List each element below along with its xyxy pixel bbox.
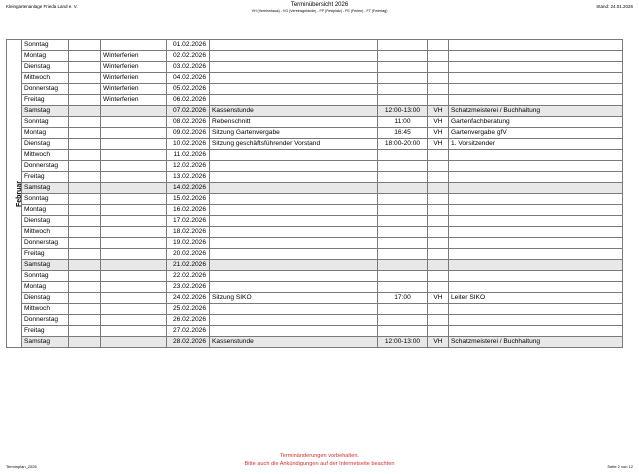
weekday-cell: Sonntag — [22, 271, 69, 282]
blank-cell — [69, 337, 101, 348]
date-cell: 05.02.2026 — [167, 84, 210, 95]
date-cell: 23.02.2026 — [167, 282, 210, 293]
blank-cell — [69, 205, 101, 216]
blank-cell — [69, 62, 101, 73]
date-cell: 24.02.2026 — [167, 293, 210, 304]
time-cell — [378, 51, 428, 62]
blank-cell — [69, 282, 101, 293]
date-cell: 04.02.2026 — [167, 73, 210, 84]
calendar-table — [6, 39, 623, 348]
time-cell — [378, 271, 428, 282]
event-cell — [210, 40, 378, 51]
table-row — [7, 106, 623, 117]
responsible-cell: Schatzmeisterei / Buchhaltung — [449, 106, 623, 117]
weekday-cell: Samstag — [22, 337, 69, 348]
month-label: Februar — [16, 180, 24, 207]
location-cell: VH — [428, 117, 449, 128]
blank-cell — [69, 161, 101, 172]
table-row — [7, 139, 623, 150]
date-cell: 10.02.2026 — [167, 139, 210, 150]
table-row — [7, 271, 623, 282]
event-cell: Sitzung geschäftsführender Vorstand — [210, 139, 378, 150]
blank-cell — [69, 95, 101, 106]
date-cell: 11.02.2026 — [167, 150, 210, 161]
weekday-cell: Freitag — [22, 172, 69, 183]
table-row — [7, 161, 623, 172]
blank-cell — [69, 172, 101, 183]
table-row — [7, 172, 623, 183]
footer-notice — [0, 452, 639, 468]
weekday-cell: Montag — [22, 128, 69, 139]
weekday-cell: Montag — [22, 282, 69, 293]
responsible-cell — [449, 161, 623, 172]
holiday-cell — [101, 282, 167, 293]
weekday-cell: Donnerstag — [22, 84, 69, 95]
location-cell — [428, 161, 449, 172]
location-cell — [428, 304, 449, 315]
blank-cell — [69, 73, 101, 84]
time-cell: 12:00-13:00 — [378, 337, 428, 348]
responsible-cell — [449, 238, 623, 249]
table-row — [7, 315, 623, 326]
holiday-cell — [101, 139, 167, 150]
blank-cell — [69, 304, 101, 315]
location-cell — [428, 84, 449, 95]
weekday-cell: Montag — [22, 51, 69, 62]
location-cell: VH — [428, 139, 449, 150]
weekday-cell: Mittwoch — [22, 150, 69, 161]
holiday-cell — [101, 238, 167, 249]
footer-filename: Terminplan_2026 — [6, 464, 37, 469]
holiday-cell — [101, 40, 167, 51]
location-cell: VH — [428, 337, 449, 348]
date-cell: 21.02.2026 — [167, 260, 210, 271]
responsible-cell: 1. Vorsitzender — [449, 139, 623, 150]
holiday-cell — [101, 326, 167, 337]
location-cell — [428, 51, 449, 62]
date-cell: 20.02.2026 — [167, 249, 210, 260]
time-cell — [378, 194, 428, 205]
weekday-cell: Samstag — [22, 183, 69, 194]
event-cell — [210, 95, 378, 106]
weekday-cell: Donnerstag — [22, 315, 69, 326]
table-row — [7, 260, 623, 271]
blank-cell — [69, 139, 101, 150]
responsible-cell — [449, 51, 623, 62]
date-cell: 19.02.2026 — [167, 238, 210, 249]
holiday-cell — [101, 249, 167, 260]
holiday-cell — [101, 293, 167, 304]
date-cell: 02.02.2026 — [167, 51, 210, 62]
footer-page-number: Seite 2 von 12 — [607, 464, 633, 469]
time-cell: 12:00-13:00 — [378, 106, 428, 117]
weekday-cell: Donnerstag — [22, 238, 69, 249]
blank-cell — [69, 128, 101, 139]
blank-cell — [69, 216, 101, 227]
weekday-cell: Sonntag — [22, 194, 69, 205]
responsible-cell — [449, 62, 623, 73]
responsible-cell — [449, 326, 623, 337]
event-cell: Kassenstunde — [210, 337, 378, 348]
event-cell — [210, 315, 378, 326]
holiday-cell: Winterferien — [101, 73, 167, 84]
responsible-cell: Leiter SIKO — [449, 293, 623, 304]
weekday-cell: Sonntag — [22, 117, 69, 128]
footer-line-2: Bitte auch die Ankündigungen auf der Internetseite beachten — [244, 461, 395, 467]
org-name: Kleingartenanlage Frieda Land e. V. — [6, 4, 78, 9]
responsible-cell: Schatzmeisterei / Buchhaltung — [449, 337, 623, 348]
table-row — [7, 337, 623, 348]
location-cell: VH — [428, 106, 449, 117]
holiday-cell: Winterferien — [101, 51, 167, 62]
location-cell — [428, 172, 449, 183]
table-row — [7, 282, 623, 293]
blank-cell — [69, 249, 101, 260]
table-row — [7, 227, 623, 238]
time-cell — [378, 150, 428, 161]
date-cell: 17.02.2026 — [167, 216, 210, 227]
table-row — [7, 249, 623, 260]
event-cell: Sitzung Gartenvergabe — [210, 128, 378, 139]
weekday-cell: Dienstag — [22, 293, 69, 304]
event-cell: Kassenstunde — [210, 106, 378, 117]
table-row — [7, 62, 623, 73]
date-cell: 27.02.2026 — [167, 326, 210, 337]
time-cell — [378, 315, 428, 326]
location-cell — [428, 238, 449, 249]
event-cell — [210, 84, 378, 95]
holiday-cell — [101, 337, 167, 348]
holiday-cell — [101, 205, 167, 216]
event-cell: Sitzung SIKO — [210, 293, 378, 304]
blank-cell — [69, 183, 101, 194]
event-cell: Rebenschnitt — [210, 117, 378, 128]
blank-cell — [69, 194, 101, 205]
event-cell — [210, 260, 378, 271]
table-row — [7, 183, 623, 194]
responsible-cell — [449, 249, 623, 260]
weekday-cell: Montag — [22, 205, 69, 216]
weekday-cell: Freitag — [22, 326, 69, 337]
weekday-cell: Dienstag — [22, 62, 69, 73]
weekday-cell: Dienstag — [22, 139, 69, 150]
location-cell — [428, 150, 449, 161]
responsible-cell — [449, 84, 623, 95]
holiday-cell — [101, 194, 167, 205]
time-cell — [378, 260, 428, 271]
date-cell: 08.02.2026 — [167, 117, 210, 128]
time-cell — [378, 249, 428, 260]
blank-cell — [69, 326, 101, 337]
date-cell: 12.02.2026 — [167, 161, 210, 172]
time-cell — [378, 73, 428, 84]
location-cell — [428, 249, 449, 260]
weekday-cell: Mittwoch — [22, 304, 69, 315]
date-cell: 28.02.2026 — [167, 337, 210, 348]
weekday-cell: Freitag — [22, 249, 69, 260]
weekday-cell: Dienstag — [22, 216, 69, 227]
holiday-cell — [101, 128, 167, 139]
location-cell — [428, 205, 449, 216]
blank-cell — [69, 117, 101, 128]
table-row — [7, 40, 623, 51]
weekday-cell: Mittwoch — [22, 73, 69, 84]
time-cell — [378, 216, 428, 227]
responsible-cell: Gartenvergabe gfV — [449, 128, 623, 139]
time-cell — [378, 326, 428, 337]
event-cell — [210, 73, 378, 84]
responsible-cell — [449, 304, 623, 315]
holiday-cell — [101, 304, 167, 315]
date-cell: 16.02.2026 — [167, 205, 210, 216]
event-cell — [210, 205, 378, 216]
time-cell: 17:00 — [378, 293, 428, 304]
location-cell — [428, 183, 449, 194]
table-row — [7, 95, 623, 106]
holiday-cell — [101, 183, 167, 194]
location-cell — [428, 326, 449, 337]
table-row — [7, 84, 623, 95]
table-row — [7, 205, 623, 216]
responsible-cell — [449, 315, 623, 326]
weekday-cell: Sonntag — [22, 40, 69, 51]
table-row — [7, 117, 623, 128]
event-cell — [210, 304, 378, 315]
holiday-cell — [101, 172, 167, 183]
time-cell — [378, 238, 428, 249]
event-cell — [210, 172, 378, 183]
table-row — [7, 326, 623, 337]
time-cell — [378, 40, 428, 51]
time-cell — [378, 282, 428, 293]
weekday-cell: Mittwoch — [22, 227, 69, 238]
date-cell: 06.02.2026 — [167, 95, 210, 106]
responsible-cell — [449, 150, 623, 161]
responsible-cell — [449, 205, 623, 216]
date-cell: 22.02.2026 — [167, 271, 210, 282]
blank-cell — [69, 84, 101, 95]
holiday-cell — [101, 227, 167, 238]
location-cell — [428, 227, 449, 238]
date-cell: 07.02.2026 — [167, 106, 210, 117]
holiday-cell — [101, 216, 167, 227]
holiday-cell — [101, 315, 167, 326]
event-cell — [210, 150, 378, 161]
date-cell: 14.02.2026 — [167, 183, 210, 194]
date-cell: 18.02.2026 — [167, 227, 210, 238]
date-cell: 03.02.2026 — [167, 62, 210, 73]
location-cell — [428, 260, 449, 271]
weekday-cell: Samstag — [22, 260, 69, 271]
time-cell: 18:00-20:00 — [378, 139, 428, 150]
holiday-cell: Winterferien — [101, 95, 167, 106]
holiday-cell: Winterferien — [101, 62, 167, 73]
time-cell — [378, 95, 428, 106]
location-cell — [428, 194, 449, 205]
responsible-cell — [449, 260, 623, 271]
holiday-cell: Winterferien — [101, 84, 167, 95]
document-title: Terminübersicht 2026 — [290, 2, 349, 8]
month-label-cell — [7, 40, 22, 348]
time-cell: 11:00 — [378, 117, 428, 128]
location-cell — [428, 216, 449, 227]
holiday-cell — [101, 271, 167, 282]
date-cell: 15.02.2026 — [167, 194, 210, 205]
location-cell — [428, 282, 449, 293]
blank-cell — [69, 51, 101, 62]
time-cell — [378, 84, 428, 95]
blank-cell — [69, 238, 101, 249]
table-row — [7, 216, 623, 227]
event-cell — [210, 282, 378, 293]
event-cell — [210, 216, 378, 227]
event-cell — [210, 227, 378, 238]
table-row — [7, 128, 623, 139]
table-row — [7, 238, 623, 249]
footer-line-1: Terminänderungen vorbehalten. — [280, 453, 359, 459]
stand-date: Stand: 24.01.2026 — [596, 4, 633, 9]
table-row — [7, 304, 623, 315]
responsible-cell: Gartenfachberatung — [449, 117, 623, 128]
event-cell — [210, 194, 378, 205]
location-cell — [428, 62, 449, 73]
time-cell — [378, 161, 428, 172]
table-row — [7, 150, 623, 161]
date-cell: 25.02.2026 — [167, 304, 210, 315]
time-cell — [378, 227, 428, 238]
responsible-cell — [449, 40, 623, 51]
location-cell — [428, 73, 449, 84]
blank-cell — [69, 271, 101, 282]
location-cell — [428, 95, 449, 106]
time-cell — [378, 304, 428, 315]
holiday-cell — [101, 150, 167, 161]
holiday-cell — [101, 117, 167, 128]
time-cell — [378, 172, 428, 183]
date-cell: 13.02.2026 — [167, 172, 210, 183]
event-cell — [210, 183, 378, 194]
responsible-cell — [449, 95, 623, 106]
weekday-cell: Donnerstag — [22, 161, 69, 172]
date-cell: 01.02.2026 — [167, 40, 210, 51]
location-legend: VH (Vereinshaus) - VG (Vereinsgelände) - FP (Festplatz) - FE (Ferien) - FT (Feiertag) — [251, 9, 388, 13]
blank-cell — [69, 315, 101, 326]
table-row — [7, 51, 623, 62]
responsible-cell — [449, 271, 623, 282]
document-header — [0, 2, 639, 14]
time-cell — [378, 62, 428, 73]
responsible-cell — [449, 282, 623, 293]
holiday-cell — [101, 106, 167, 117]
event-cell — [210, 249, 378, 260]
time-cell — [378, 205, 428, 216]
responsible-cell — [449, 183, 623, 194]
table-row — [7, 293, 623, 304]
blank-cell — [69, 150, 101, 161]
time-cell: 16:45 — [378, 128, 428, 139]
blank-cell — [69, 227, 101, 238]
location-cell — [428, 315, 449, 326]
event-cell — [210, 161, 378, 172]
location-cell: VH — [428, 128, 449, 139]
location-cell — [428, 271, 449, 282]
blank-cell — [69, 106, 101, 117]
table-row — [7, 73, 623, 84]
location-cell: VH — [428, 293, 449, 304]
event-cell — [210, 51, 378, 62]
time-cell — [378, 183, 428, 194]
event-cell — [210, 271, 378, 282]
event-cell — [210, 326, 378, 337]
blank-cell — [69, 40, 101, 51]
location-cell — [428, 40, 449, 51]
holiday-cell — [101, 260, 167, 271]
responsible-cell — [449, 172, 623, 183]
responsible-cell — [449, 73, 623, 84]
event-cell — [210, 62, 378, 73]
date-cell: 09.02.2026 — [167, 128, 210, 139]
blank-cell — [69, 293, 101, 304]
event-cell — [210, 238, 378, 249]
weekday-cell: Freitag — [22, 95, 69, 106]
holiday-cell — [101, 161, 167, 172]
blank-cell — [69, 260, 101, 271]
weekday-cell: Samstag — [22, 106, 69, 117]
responsible-cell — [449, 227, 623, 238]
responsible-cell — [449, 216, 623, 227]
table-row — [7, 194, 623, 205]
date-cell: 26.02.2026 — [167, 315, 210, 326]
responsible-cell — [449, 194, 623, 205]
